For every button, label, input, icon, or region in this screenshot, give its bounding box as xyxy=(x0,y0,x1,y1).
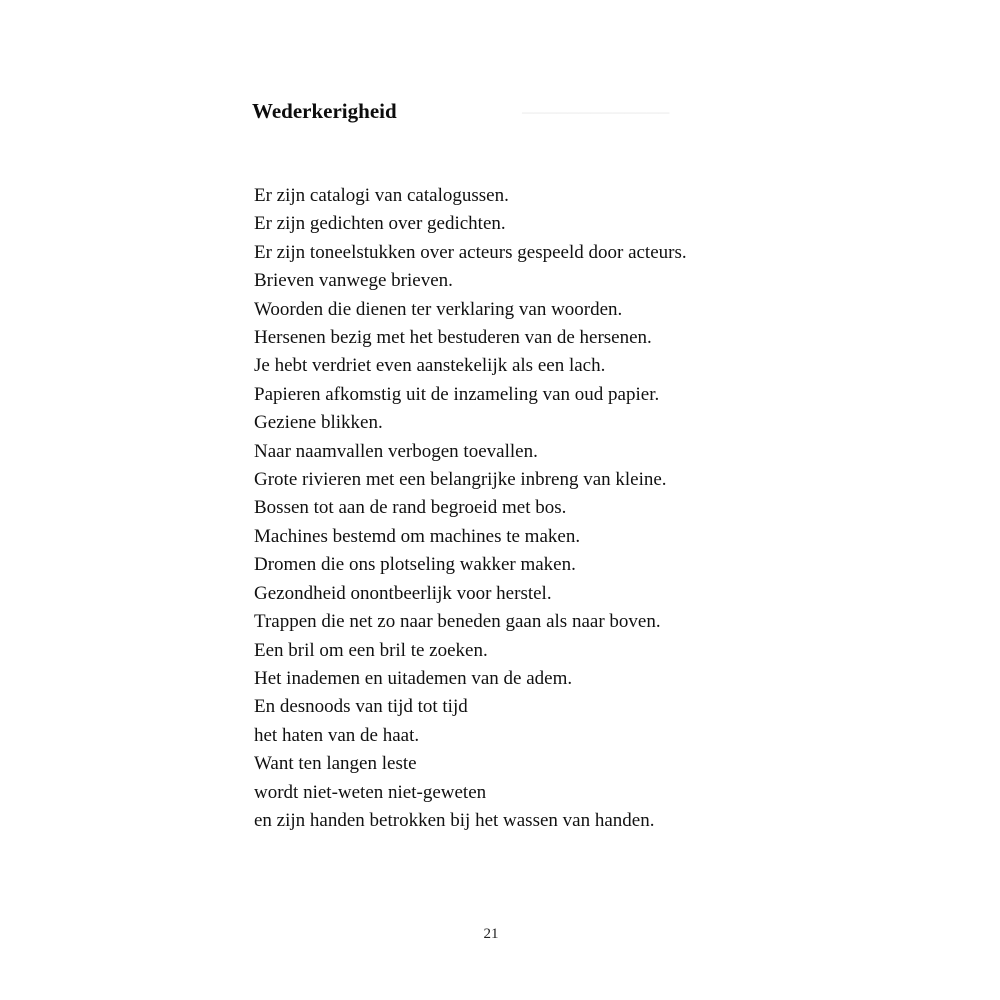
poem-line: Woorden die dienen ter verklaring van woorden. xyxy=(254,298,623,320)
poem-line: Geziene blikken. xyxy=(254,412,383,434)
poem-line: Je hebt verdriet even aanstekelijk als een lach. xyxy=(254,355,606,377)
poem-line: Brieven vanwege brieven. xyxy=(254,270,453,292)
poem-line: Er zijn toneelstukken over acteurs gespeeld door acteurs. xyxy=(254,241,687,263)
poem-line: Er zijn catalogi van catalogussen. xyxy=(254,185,509,206)
poem-line: en zijn handen betrokken bij het wassen van handen. xyxy=(254,809,655,831)
poem-line: Een bril om een bril te zoeken. xyxy=(254,639,488,661)
poem-line: Het inademen en uitademen van de adem. xyxy=(254,667,573,689)
poem-title: Wederkerigheid xyxy=(252,99,397,123)
show-through-decoration: ───────────── xyxy=(522,105,670,122)
poem-line: Want ten langen leste xyxy=(254,753,417,775)
poem-line: Hersenen bezig met het bestuderen van de hersenen. xyxy=(254,327,652,349)
poem-line: Dromen die ons plotseling wakker maken. xyxy=(254,554,576,576)
poem-line: Er zijn gedichten over gedichten. xyxy=(254,213,506,235)
poem-line: Bossen tot aan de rand begroeid met bos. xyxy=(254,497,567,519)
poem-line: Grote rivieren met een belangrijke inbreng van kleine. xyxy=(254,469,667,491)
poem-line: En desnoods van tijd tot tijd xyxy=(254,696,468,718)
poem-line: Naar naamvallen verbogen toevallen. xyxy=(254,440,538,462)
poem-line: Gezondheid onontbeerlijk voor herstel. xyxy=(254,582,552,604)
page-number: 21 xyxy=(483,926,499,942)
poem-line: wordt niet-weten niet-geweten xyxy=(254,781,487,803)
poem-line: Trappen die net zo naar beneden gaan als naar boven. xyxy=(254,611,661,633)
poem-line: Machines bestemd om machines te maken. xyxy=(254,525,581,547)
poem-body xyxy=(254,182,687,835)
poem-line: Papieren afkomstig uit de inzameling van oud papier. xyxy=(254,383,660,405)
poem-line: het haten van de haat. xyxy=(254,724,420,746)
